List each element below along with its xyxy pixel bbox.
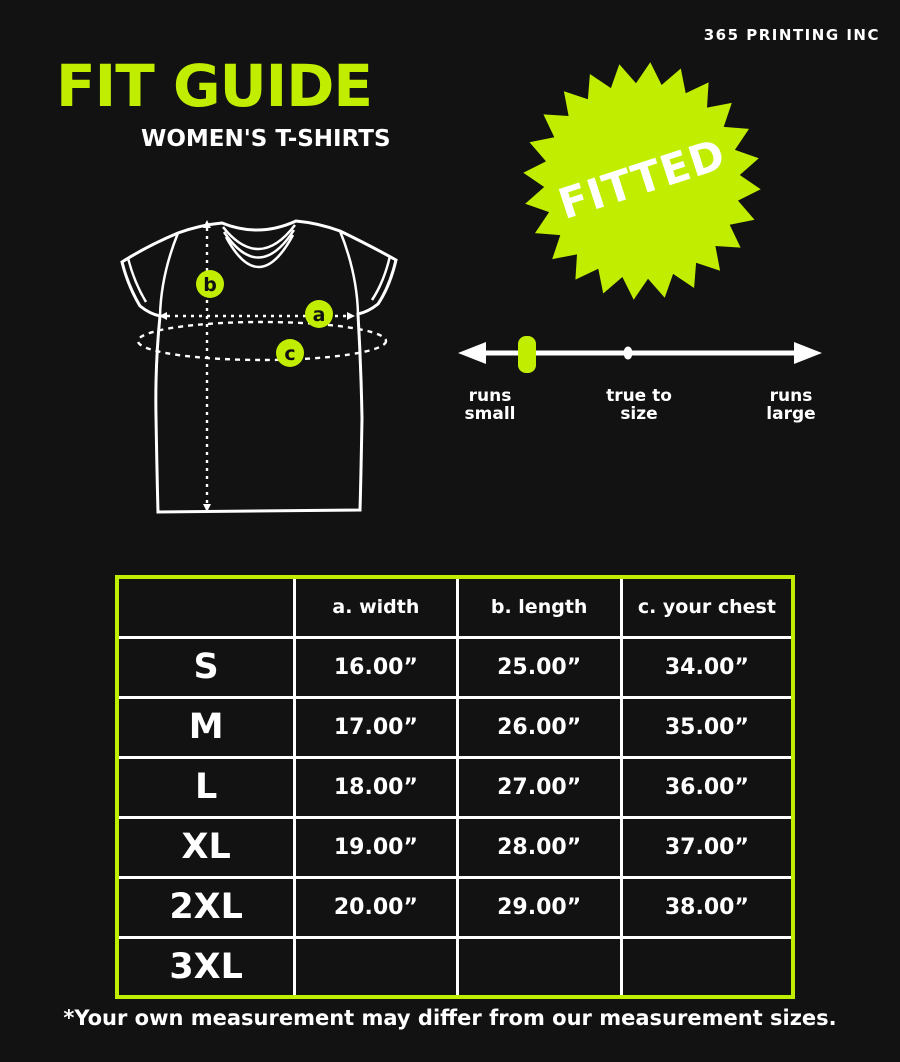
size-label: S [117,637,295,697]
scale-label-runs-large: runs large [766,386,816,424]
chest-value: 34.00” [621,637,793,697]
svg-text:c: c [284,343,296,365]
chest-value: 38.00” [621,877,793,937]
size-label: XL [117,817,295,877]
marker-b [196,270,224,298]
svg-text:b: b [203,274,217,296]
scale-label-true-to-size: true to size [606,386,672,424]
measurement-disclaimer: *Your own measurement may differ from our measurement sizes. [63,1006,837,1030]
fitted-badge-label: FITTED [552,129,732,229]
width-value: 16.00” [295,637,457,697]
length-value: 26.00” [457,697,621,757]
length-value: 29.00” [457,877,621,937]
size-label: L [117,757,295,817]
right-armhole-seam [340,231,358,314]
fit-scale-marker [518,336,536,373]
chest-value: 36.00” [621,757,793,817]
scale-arrow-right [794,342,822,364]
width-value: 17.00” [295,697,457,757]
fitted-badge [522,61,762,301]
size-label: M [117,697,295,757]
table-row [117,937,793,997]
header-length: b. length [457,577,621,637]
width-value [295,937,457,997]
marker-c [276,339,304,367]
size-table-header-row [117,577,793,637]
length-value [457,937,621,997]
page-title: FIT GUIDE [56,52,373,120]
tshirt-outline [122,221,396,512]
header-size [117,577,295,637]
chest-value: 35.00” [621,697,793,757]
size-table [115,575,795,999]
length-value: 27.00” [457,757,621,817]
svg-text:a: a [312,304,326,326]
table-row [117,817,793,877]
size-label: 2XL [117,877,295,937]
length-value: 25.00” [457,637,621,697]
size-label: 3XL [117,937,295,997]
brand-name: 365 PRINTING INC [703,26,880,44]
width-arrow-right [347,312,355,320]
collar-arc-2 [224,230,294,258]
scale-label-runs-small: runs small [464,386,516,424]
fit-scale [450,330,830,380]
header-chest: c. your chest [621,577,793,637]
tshirt-measurement-diagram [95,190,435,530]
page-subtitle: WOMEN'S T-SHIRTS [141,126,391,152]
true-to-size-dot [624,347,633,360]
length-value: 28.00” [457,817,621,877]
table-row [117,637,793,697]
width-value: 19.00” [295,817,457,877]
width-value: 20.00” [295,877,457,937]
scale-arrow-left [458,342,486,364]
width-value: 18.00” [295,757,457,817]
chest-value [621,937,793,997]
right-cuff-line [372,256,390,300]
table-row [117,697,793,757]
left-cuff-line [128,258,146,302]
table-row [117,757,793,817]
header-width: a. width [295,577,457,637]
left-armhole-seam [160,233,178,316]
marker-a [305,300,333,328]
table-row [117,877,793,937]
chest-value: 37.00” [621,817,793,877]
chest-ellipse-dashed [138,322,386,360]
